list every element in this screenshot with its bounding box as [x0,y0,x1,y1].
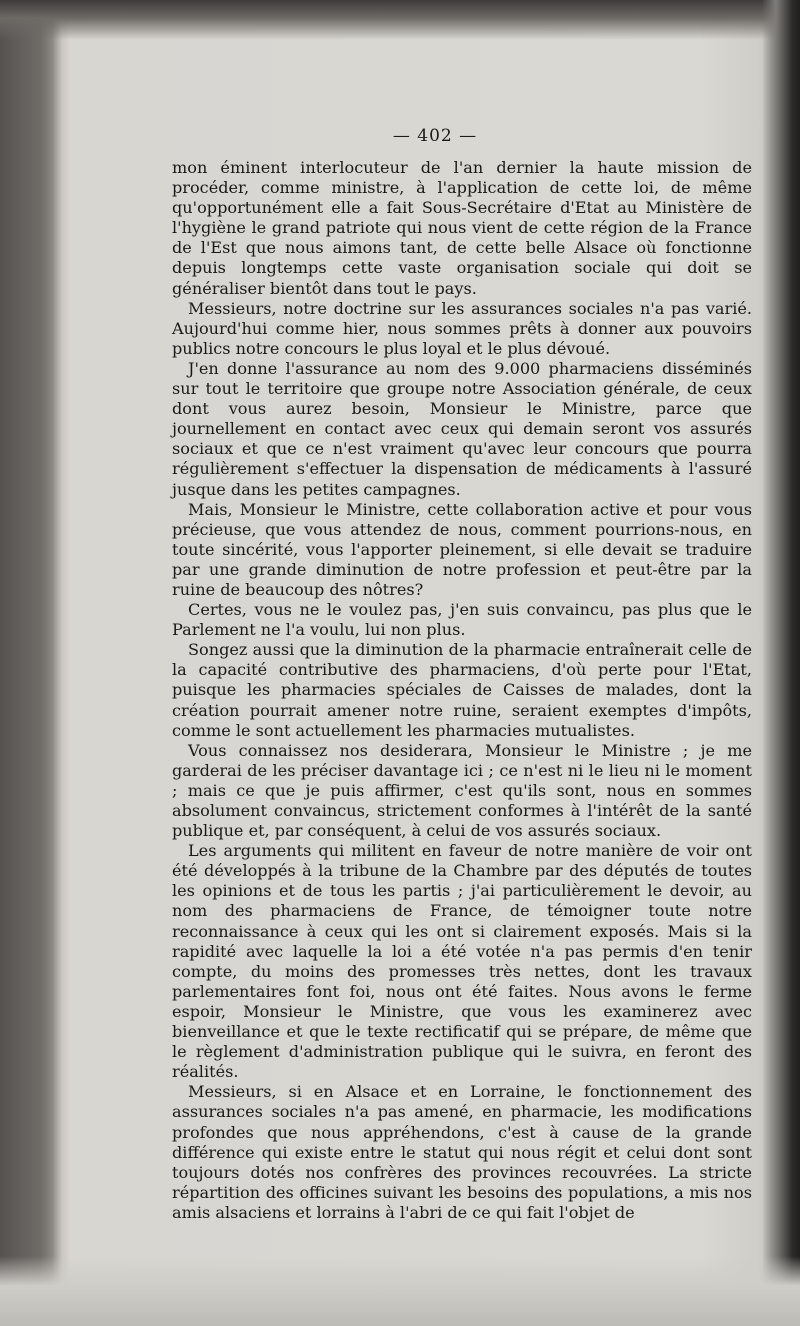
paragraph-1: mon éminent interlocuteur de l'an dernier la haute mission de procéder, comme ministre, à l'application de cette loi, de même qu'opportunément elle a fait Sous-Secrétaire d'Etat au Ministère de l'hygiène le grand patriote qui nous vient de cette région de la France de l'Est que nous aimons tant, de cette belle Alsace où fonctionne depuis longtemps cette vaste organisation sociale qui doit se généraliser bientôt dans tout le pays. [172,158,752,298]
paragraph-7: Vous connaissez nos desiderara, Monsieur le Ministre ; je me garderai de les préciser davantage ici ; ce n'est ni le lieu ni le moment ; mais ce que je puis affirmer, c'est qu'ils sont, nous en sommes absolument convaincus, strictement conformes à l'intérêt de la santé publique et, par conséquent, à celui de vos assurés sociaux. [172,740,752,841]
bottom-shadow [0,1256,800,1326]
page-edge [762,0,800,1326]
paragraph-2: Messieurs, notre doctrine sur les assurances sociales n'a pas varié. Aujourd'hui comme hier, nous sommes prêts à donner aux pouvoirs publics notre concours le plus loyal et le plus dévoué. [172,298,752,358]
paragraph-5: Certes, vous ne le voulez pas, j'en suis convaincu, pas plus que le Parlement ne l'a voulu, lui non plus. [172,600,752,640]
paragraph-3: J'en donne l'assurance au nom des 9.000 pharmaciens disséminés sur tout le territoire que groupe notre Association générale, de ceux dont vous aurez besoin, Monsieur le Ministre, parce que journellement en contact avec ceux qui demain seront vos assurés sociaux et que ce n'est vraiment qu'avec leur concours que pourra régulièrement s'effectuer la dispensation de médicaments à l'assuré jusque dans les petites campagnes. [172,358,752,499]
paragraph-4: Mais, Monsieur le Ministre, cette collaboration active et pour vous précieuse, que vous attendez de nous, comment pourrions-nous, en toute sincérité, vous l'apporter pleinement, si elle devait se traduire par une grande diminution de notre profession et peut-être par la ruine de beaucoup des nôtres? [172,499,752,599]
page-number: — 402 — [392,126,478,146]
paragraph-9: Messieurs, si en Alsace et en Lorraine, le fonctionnement des assurances sociales n'a pas amené, en pharmacie, les modifications profondes que nous appréhendons, c'est à cause de la grande différence qui existe entre le statut qui nous régit et celui dont sont toujours dotés nos confrères des provinces recouvrées. La stricte répartition des officines suivant les besoins des populations, a mis nos amis alsaciens et lorrains à l'abri de ce qui fait l'objet de [172,1082,752,1222]
body-text [172,158,752,1223]
paragraph-8: Les arguments qui militent en faveur de notre manière de voir ont été développés à la tribune de la Chambre par des députés de toutes les opinions et de tous les partis ; j'ai particulièrement le devoir, au nom des pharmaciens de France, de témoigner toute notre reconnaissance à ceux qui les ont si clairement exposés. Mais si la rapidité avec laquelle la loi a été votée n'a pas permis d'en tenir compte, du moins des promesses très nettes, dont les travaux parlementaires font foi, nous ont été faites. Nous avons le ferme espoir, Monsieur le Ministre, que vous les examinerez avec bienveillance et que le texte rectificatif qui se prépare, de même que le règlement d'administration publique qui le suivra, en feront des réalités. [172,841,752,1082]
top-shadow [0,0,800,40]
paragraph-6: Songez aussi que la diminution de la pharmacie entraînerait celle de la capacité contributive des pharmaciens, d'où perte pour l'Etat, puisque les pharmacies spéciales de Caisses de malades, dont la création pourrait amener notre ruine, seraient exemptes d'impôts, comme le sont actuellement les pharmacies mutualistes. [172,640,752,740]
